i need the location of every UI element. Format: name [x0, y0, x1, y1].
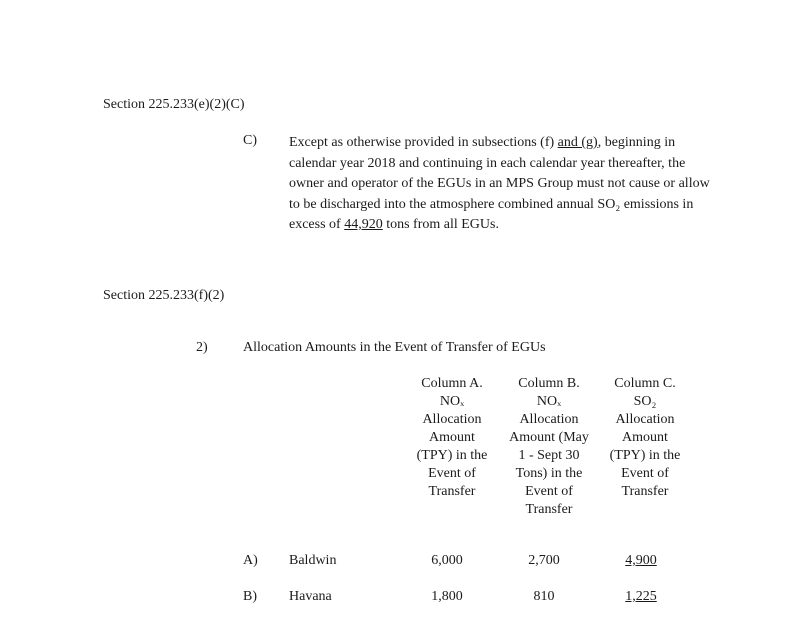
cell-havana-col-b: 810 [533, 589, 555, 604]
section-heading-f: Section 225.233(f)(2) [103, 288, 225, 303]
underlined-and-g: and (g) [557, 135, 598, 150]
subsection-label-2: 2) [196, 340, 208, 355]
section-heading-e: Section 225.233(e)(2)(C) [103, 97, 245, 112]
cell-havana-col-c: 1,225 [625, 589, 657, 604]
paragraph-c-text [289, 133, 719, 236]
cell-baldwin-col-a: 6,000 [431, 553, 463, 568]
cell-baldwin-col-b: 2,700 [528, 553, 560, 568]
paragraph-text-part1: Except as otherwise provided in subsections (f) [289, 135, 558, 150]
row-name-havana: Havana [289, 589, 332, 604]
paragraph-text-part3: tons from all EGUs. [382, 217, 499, 232]
row-label-b: B) [243, 589, 257, 604]
column-header-a: Column A. NOₓ Allocation Amount (TPY) in the Event of Transfer [416, 376, 488, 499]
underlined-amount: 44,920 [344, 217, 383, 232]
row-name-baldwin: Baldwin [289, 553, 337, 568]
paragraph-text-part2: , beginning in calendar year 2018 and continuing in each calendar year thereafter, the owner and operator of the EGUs in an MPS Group must not cause or allow to be discharged into the atmosphere combined annual SO₂ emissions in excess of [289, 135, 710, 232]
subsection-title: Allocation Amounts in the Event of Transfer of EGUs [243, 340, 546, 355]
paragraph-label-c: C) [243, 133, 257, 148]
row-label-a: A) [243, 553, 258, 568]
cell-havana-col-a: 1,800 [431, 589, 463, 604]
column-header-b: Column B. NOₓ Allocation Amount (May 1 - Sept 30 Tons) in the Event of Transfer [509, 376, 589, 517]
cell-baldwin-col-c: 4,900 [625, 553, 657, 568]
column-header-c: Column C. SO₂ Allocation Amount (TPY) in the Event of Transfer [609, 376, 681, 499]
